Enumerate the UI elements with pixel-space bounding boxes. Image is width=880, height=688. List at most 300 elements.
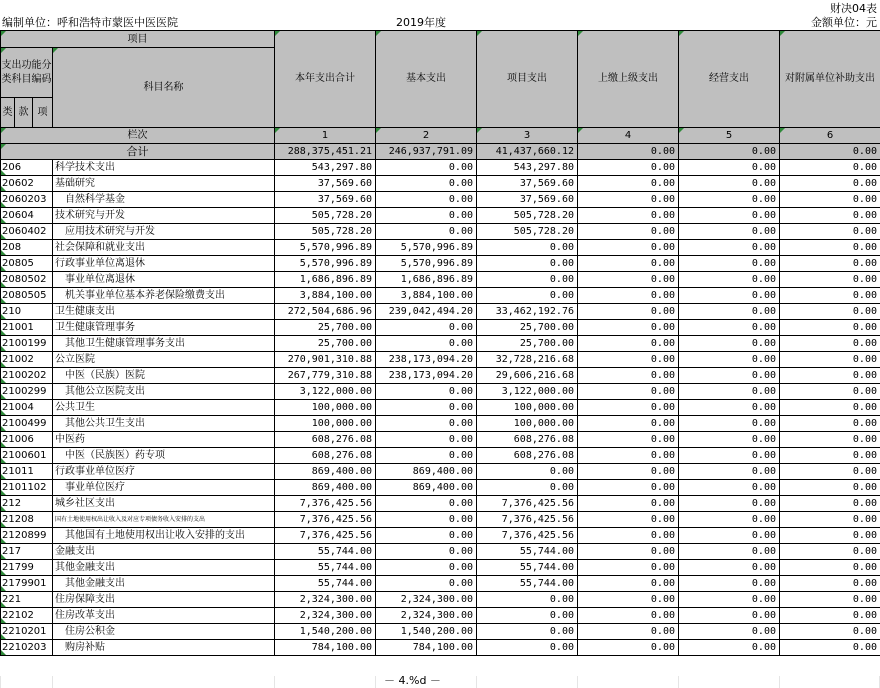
row-value[interactable]: 608,276.08 (275, 448, 376, 464)
row-value[interactable]: 0.00 (679, 480, 780, 496)
grid-line (779, 676, 780, 688)
row-value[interactable]: 0.00 (578, 544, 679, 560)
row-value[interactable]: 0.00 (578, 448, 679, 464)
row-value[interactable]: 0.00 (780, 240, 880, 256)
row-code[interactable]: 208 (1, 240, 53, 256)
row-value[interactable]: 7,376,425.56 (275, 496, 376, 512)
row-value[interactable]: 0.00 (376, 576, 477, 592)
row-name[interactable]: 中医药 (53, 432, 275, 448)
row-value[interactable]: 25,700.00 (477, 336, 578, 352)
row-value[interactable]: 0.00 (477, 480, 578, 496)
row-value[interactable]: 0.00 (679, 320, 780, 336)
row-value[interactable]: 3,884,100.00 (376, 288, 477, 304)
col-number-1[interactable]: 1 (275, 128, 376, 144)
table-row (1, 576, 880, 592)
row-value[interactable]: 0.00 (780, 368, 880, 384)
row-value[interactable]: 0.00 (578, 288, 679, 304)
row-name[interactable]: 中医（民族）医院 (53, 368, 275, 384)
col-lei[interactable]: 类 (1, 98, 15, 128)
total-cell[interactable]: 41,437,660.12 (477, 144, 578, 160)
row-name[interactable]: 行政事业单位离退休 (53, 256, 275, 272)
row-value[interactable]: 0.00 (578, 560, 679, 576)
col-xiang[interactable]: 项 (33, 98, 53, 128)
row-value[interactable]: 505,728.20 (477, 224, 578, 240)
row-value[interactable]: 0.00 (780, 528, 880, 544)
row-value[interactable]: 0.00 (780, 464, 880, 480)
row-value[interactable]: 0.00 (578, 192, 679, 208)
row-value[interactable]: 784,100.00 (376, 640, 477, 656)
row-value[interactable]: 0.00 (578, 160, 679, 176)
row-value[interactable]: 0.00 (376, 160, 477, 176)
row-name[interactable]: 中医（民族医）药专项 (53, 448, 275, 464)
row-value[interactable]: 267,779,310.88 (275, 368, 376, 384)
row-value[interactable]: 0.00 (679, 240, 780, 256)
row-value[interactable]: 0.00 (679, 576, 780, 592)
total-cell[interactable]: 0.00 (679, 144, 780, 160)
row-value[interactable]: 0.00 (578, 240, 679, 256)
table-row (1, 560, 880, 576)
row-value[interactable]: 0.00 (376, 208, 477, 224)
row-value[interactable]: 0.00 (376, 432, 477, 448)
row-code[interactable]: 21001 (1, 320, 53, 336)
col-number-6[interactable]: 6 (780, 128, 880, 144)
table-row (1, 240, 880, 256)
row-value[interactable]: 37,569.60 (477, 192, 578, 208)
row-value[interactable]: 0.00 (376, 192, 477, 208)
row-name[interactable]: 其他金融支出 (53, 560, 275, 576)
row-value[interactable]: 270,901,310.88 (275, 352, 376, 368)
table-row (1, 496, 880, 512)
row-name[interactable]: 其他金融支出 (53, 576, 275, 592)
row-value[interactable]: 1,686,896.89 (275, 272, 376, 288)
row-value[interactable]: 784,100.00 (275, 640, 376, 656)
row-code[interactable]: 221 (1, 592, 53, 608)
row-value[interactable]: 37,569.60 (275, 176, 376, 192)
row-value[interactable]: 0.00 (679, 464, 780, 480)
row-value[interactable]: 0.00 (578, 416, 679, 432)
row-value[interactable]: 0.00 (679, 640, 780, 656)
row-value[interactable]: 0.00 (780, 512, 880, 528)
row-value[interactable]: 608,276.08 (275, 432, 376, 448)
row-value[interactable]: 0.00 (578, 352, 679, 368)
row-value[interactable]: 0.00 (679, 224, 780, 240)
row-value[interactable]: 0.00 (780, 224, 880, 240)
row-value[interactable]: 0.00 (780, 272, 880, 288)
row-value[interactable]: 0.00 (578, 640, 679, 656)
row-code[interactable]: 2060203 (1, 192, 53, 208)
row-value[interactable]: 0.00 (578, 624, 679, 640)
row-value[interactable]: 0.00 (376, 224, 477, 240)
row-value[interactable]: 0.00 (477, 256, 578, 272)
row-value[interactable]: 0.00 (679, 208, 780, 224)
row-value[interactable]: 0.00 (578, 320, 679, 336)
col-number-5[interactable]: 5 (679, 128, 780, 144)
row-value[interactable]: 0.00 (578, 592, 679, 608)
col-kuan[interactable]: 款 (15, 98, 33, 128)
row-value[interactable]: 0.00 (679, 544, 780, 560)
row-code[interactable]: 2210201 (1, 624, 53, 640)
row-name[interactable]: 行政事业单位医疗 (53, 464, 275, 480)
row-value[interactable]: 0.00 (780, 304, 880, 320)
table-row (1, 208, 880, 224)
row-code[interactable]: 21011 (1, 464, 53, 480)
grid-line (678, 676, 679, 688)
row-code[interactable]: 21002 (1, 352, 53, 368)
row-value[interactable]: 0.00 (780, 160, 880, 176)
row-value[interactable]: 0.00 (376, 320, 477, 336)
row-value[interactable]: 0.00 (679, 352, 780, 368)
item-header[interactable]: 项目 (1, 31, 275, 48)
row-name[interactable]: 其他卫生健康管理事务支出 (53, 336, 275, 352)
row-value[interactable]: 3,122,000.00 (275, 384, 376, 400)
row-value[interactable]: 2,324,300.00 (275, 608, 376, 624)
row-value[interactable]: 0.00 (780, 400, 880, 416)
row-value[interactable]: 238,173,094.20 (376, 352, 477, 368)
row-value[interactable]: 869,400.00 (275, 464, 376, 480)
row-code[interactable]: 2100199 (1, 336, 53, 352)
row-value[interactable]: 608,276.08 (477, 432, 578, 448)
row-value[interactable]: 55,744.00 (275, 576, 376, 592)
row-value[interactable]: 0.00 (780, 608, 880, 624)
row-value[interactable]: 100,000.00 (477, 400, 578, 416)
row-value[interactable]: 0.00 (376, 496, 477, 512)
row-name[interactable]: 公共卫生 (53, 400, 275, 416)
row-code[interactable]: 2060402 (1, 224, 53, 240)
total-cell[interactable]: 246,937,791.09 (376, 144, 477, 160)
row-value[interactable]: 543,297.80 (477, 160, 578, 176)
row-name[interactable]: 国有土地使用权出让收入及对应专项债务收入安排的支出 (53, 512, 275, 528)
row-value[interactable]: 7,376,425.56 (477, 528, 578, 544)
row-code[interactable]: 22102 (1, 608, 53, 624)
col-header-total[interactable]: 本年支出合计 (275, 31, 376, 128)
row-value[interactable]: 55,744.00 (275, 560, 376, 576)
row-value[interactable]: 0.00 (578, 576, 679, 592)
row-code[interactable]: 20805 (1, 256, 53, 272)
row-value[interactable]: 0.00 (780, 208, 880, 224)
row-value[interactable]: 33,462,192.76 (477, 304, 578, 320)
row-value[interactable]: 2,324,300.00 (376, 608, 477, 624)
row-value[interactable]: 0.00 (679, 528, 780, 544)
row-value[interactable]: 7,376,425.56 (275, 512, 376, 528)
currency-unit: 金额单位：元 (811, 16, 877, 29)
row-value[interactable]: 0.00 (578, 608, 679, 624)
page-footer (0, 676, 880, 688)
row-value[interactable]: 0.00 (578, 480, 679, 496)
row-value[interactable]: 0.00 (376, 544, 477, 560)
row-name[interactable]: 公立医院 (53, 352, 275, 368)
row-code[interactable]: 21208 (1, 512, 53, 528)
row-value[interactable]: 0.00 (477, 592, 578, 608)
row-name[interactable]: 社会保障和就业支出 (53, 240, 275, 256)
row-value[interactable]: 0.00 (780, 384, 880, 400)
row-name[interactable]: 应用技术研究与开发 (53, 224, 275, 240)
row-name[interactable]: 自然科学基金 (53, 192, 275, 208)
row-value[interactable]: 0.00 (679, 336, 780, 352)
row-value[interactable]: 0.00 (376, 176, 477, 192)
row-value[interactable]: 0.00 (679, 368, 780, 384)
table-row (1, 256, 880, 272)
row-value[interactable]: 25,700.00 (275, 320, 376, 336)
row-value[interactable]: 0.00 (477, 464, 578, 480)
total-label[interactable]: 合计 (1, 144, 275, 160)
row-code[interactable]: 2179901 (1, 576, 53, 592)
row-value[interactable]: 0.00 (578, 496, 679, 512)
row-code[interactable]: 212 (1, 496, 53, 512)
row-name[interactable]: 科学技术支出 (53, 160, 275, 176)
row-name[interactable]: 机关事业单位基本养老保险缴费支出 (53, 288, 275, 304)
row-code[interactable]: 2100202 (1, 368, 53, 384)
row-code[interactable]: 2120899 (1, 528, 53, 544)
row-value[interactable]: 5,570,996.89 (376, 256, 477, 272)
row-name[interactable]: 卫生健康支出 (53, 304, 275, 320)
row-value[interactable]: 100,000.00 (275, 400, 376, 416)
row-value[interactable]: 0.00 (578, 512, 679, 528)
row-value[interactable]: 0.00 (679, 160, 780, 176)
total-cell[interactable]: 288,375,451.21 (275, 144, 376, 160)
row-name[interactable]: 住房保障支出 (53, 592, 275, 608)
row-value[interactable]: 0.00 (376, 448, 477, 464)
row-value[interactable]: 0.00 (679, 192, 780, 208)
table-row (1, 544, 880, 560)
row-code[interactable]: 2100499 (1, 416, 53, 432)
row-value[interactable]: 0.00 (780, 640, 880, 656)
total-cell[interactable]: 0.00 (780, 144, 880, 160)
row-value[interactable]: 25,700.00 (477, 320, 578, 336)
lanci-label[interactable]: 栏次 (1, 128, 275, 144)
row-name[interactable]: 城乡社区支出 (53, 496, 275, 512)
row-value[interactable]: 0.00 (679, 496, 780, 512)
row-value[interactable]: 0.00 (780, 592, 880, 608)
row-value[interactable]: 0.00 (376, 528, 477, 544)
row-value[interactable]: 32,728,216.68 (477, 352, 578, 368)
row-value[interactable]: 37,569.60 (275, 192, 376, 208)
table-row (1, 448, 880, 464)
row-value[interactable]: 0.00 (376, 416, 477, 432)
row-name[interactable]: 金融支出 (53, 544, 275, 560)
row-value[interactable]: 0.00 (780, 192, 880, 208)
row-value[interactable]: 272,504,686.96 (275, 304, 376, 320)
row-value[interactable]: 0.00 (679, 176, 780, 192)
total-cell[interactable]: 0.00 (578, 144, 679, 160)
row-value[interactable]: 0.00 (679, 624, 780, 640)
row-value[interactable]: 0.00 (578, 528, 679, 544)
row-value[interactable]: 0.00 (780, 576, 880, 592)
row-value[interactable]: 0.00 (679, 400, 780, 416)
row-value[interactable]: 0.00 (578, 384, 679, 400)
table-row (1, 176, 880, 192)
row-value[interactable]: 0.00 (477, 640, 578, 656)
row-value[interactable]: 543,297.80 (275, 160, 376, 176)
table-row (1, 512, 880, 528)
row-value[interactable]: 0.00 (780, 320, 880, 336)
row-name[interactable]: 住房公积金 (53, 624, 275, 640)
col-header-remit[interactable]: 上缴上级支出 (578, 31, 679, 128)
row-value[interactable]: 0.00 (780, 624, 880, 640)
row-value[interactable]: 7,376,425.56 (275, 528, 376, 544)
row-value[interactable]: 505,728.20 (477, 208, 578, 224)
row-value[interactable]: 0.00 (376, 336, 477, 352)
row-value[interactable]: 0.00 (376, 400, 477, 416)
row-value[interactable]: 5,570,996.89 (275, 256, 376, 272)
row-value[interactable]: 239,042,494.20 (376, 304, 477, 320)
row-value[interactable]: 869,400.00 (376, 480, 477, 496)
row-value[interactable]: 0.00 (477, 240, 578, 256)
row-code[interactable]: 210 (1, 304, 53, 320)
row-value[interactable]: 5,570,996.89 (275, 240, 376, 256)
row-value[interactable]: 0.00 (477, 608, 578, 624)
row-value[interactable]: 25,700.00 (275, 336, 376, 352)
row-value[interactable]: 3,884,100.00 (275, 288, 376, 304)
row-value[interactable]: 0.00 (780, 560, 880, 576)
row-value[interactable]: 0.00 (679, 608, 780, 624)
row-value[interactable]: 0.00 (578, 368, 679, 384)
row-code[interactable]: 2100601 (1, 448, 53, 464)
table-row (1, 304, 880, 320)
row-name[interactable]: 住房改革支出 (53, 608, 275, 624)
report-info-bar (0, 15, 880, 30)
row-value[interactable]: 0.00 (780, 176, 880, 192)
row-code[interactable]: 21799 (1, 560, 53, 576)
table-row (1, 640, 880, 656)
row-value[interactable]: 1,686,896.89 (376, 272, 477, 288)
row-code[interactable]: 217 (1, 544, 53, 560)
row-value[interactable]: 1,540,200.00 (376, 624, 477, 640)
row-value[interactable]: 0.00 (780, 416, 880, 432)
row-value[interactable]: 1,540,200.00 (275, 624, 376, 640)
row-value[interactable]: 0.00 (679, 416, 780, 432)
row-value[interactable]: 0.00 (578, 224, 679, 240)
row-name[interactable]: 其他国有土地使用权出让收入安排的支出 (53, 528, 275, 544)
name-header[interactable]: 科目名称 (53, 48, 275, 128)
row-value[interactable]: 29,606,216.68 (477, 368, 578, 384)
row-value[interactable]: 0.00 (679, 272, 780, 288)
row-value[interactable]: 0.00 (578, 176, 679, 192)
row-value[interactable]: 0.00 (780, 448, 880, 464)
row-value[interactable]: 0.00 (679, 256, 780, 272)
row-value[interactable]: 0.00 (780, 256, 880, 272)
row-value[interactable]: 0.00 (376, 512, 477, 528)
row-value[interactable]: 100,000.00 (275, 416, 376, 432)
expenditure-table (0, 30, 880, 656)
total-row (1, 144, 880, 160)
col-number-3[interactable]: 3 (477, 128, 578, 144)
row-value[interactable]: 0.00 (578, 304, 679, 320)
row-code[interactable]: 2101102 (1, 480, 53, 496)
row-code[interactable]: 2100299 (1, 384, 53, 400)
row-value[interactable]: 238,173,094.20 (376, 368, 477, 384)
row-value[interactable]: 0.00 (578, 400, 679, 416)
col-number-4[interactable]: 4 (578, 128, 679, 144)
row-value[interactable]: 0.00 (679, 384, 780, 400)
row-code[interactable]: 2080502 (1, 272, 53, 288)
col-header-business[interactable]: 经营支出 (679, 31, 780, 128)
table-row (1, 528, 880, 544)
row-value[interactable]: 0.00 (477, 272, 578, 288)
row-value[interactable]: 0.00 (679, 304, 780, 320)
row-name[interactable]: 其他公立医院支出 (53, 384, 275, 400)
row-value[interactable]: 55,744.00 (477, 576, 578, 592)
row-code[interactable]: 20602 (1, 176, 53, 192)
row-code[interactable]: 21006 (1, 432, 53, 448)
grid-line (577, 676, 578, 688)
row-value[interactable]: 0.00 (578, 208, 679, 224)
row-value[interactable]: 0.00 (780, 496, 880, 512)
col-header-basic[interactable]: 基本支出 (376, 31, 477, 128)
row-value[interactable]: 55,744.00 (477, 560, 578, 576)
row-name[interactable]: 基础研究 (53, 176, 275, 192)
col-number-2[interactable]: 2 (376, 128, 477, 144)
title-bar (0, 1, 880, 16)
row-name[interactable]: 技术研究与开发 (53, 208, 275, 224)
row-value[interactable]: 0.00 (679, 512, 780, 528)
row-name[interactable]: 事业单位离退休 (53, 272, 275, 288)
table-row (1, 400, 880, 416)
row-value[interactable]: 0.00 (477, 288, 578, 304)
row-value[interactable]: 0.00 (780, 288, 880, 304)
row-value[interactable]: 0.00 (578, 336, 679, 352)
row-value[interactable]: 0.00 (578, 464, 679, 480)
row-value[interactable]: 505,728.20 (275, 224, 376, 240)
row-value[interactable]: 0.00 (679, 592, 780, 608)
row-name[interactable]: 其他公共卫生支出 (53, 416, 275, 432)
row-value[interactable]: 0.00 (780, 336, 880, 352)
row-value[interactable]: 2,324,300.00 (275, 592, 376, 608)
row-value[interactable]: 608,276.08 (477, 448, 578, 464)
row-value[interactable]: 0.00 (679, 288, 780, 304)
row-value[interactable]: 55,744.00 (275, 544, 376, 560)
table-row (1, 384, 880, 400)
row-code[interactable]: 21004 (1, 400, 53, 416)
row-value[interactable]: 0.00 (578, 432, 679, 448)
col-header-subsidy[interactable]: 对附属单位补助支出 (780, 31, 880, 128)
row-value[interactable]: 0.00 (578, 272, 679, 288)
row-value[interactable]: 100,000.00 (477, 416, 578, 432)
row-value[interactable]: 505,728.20 (275, 208, 376, 224)
row-value[interactable]: 0.00 (679, 560, 780, 576)
row-value[interactable]: 869,400.00 (376, 464, 477, 480)
row-name[interactable]: 卫生健康管理事务 (53, 320, 275, 336)
row-value[interactable]: 0.00 (679, 448, 780, 464)
row-code[interactable]: 20604 (1, 208, 53, 224)
row-value[interactable]: 0.00 (780, 432, 880, 448)
row-value[interactable]: 0.00 (679, 432, 780, 448)
row-value[interactable]: 0.00 (376, 560, 477, 576)
row-code[interactable]: 2080505 (1, 288, 53, 304)
row-code[interactable]: 2210203 (1, 640, 53, 656)
row-value[interactable]: 0.00 (578, 256, 679, 272)
row-value[interactable]: 0.00 (780, 544, 880, 560)
row-value[interactable]: 0.00 (376, 384, 477, 400)
row-value[interactable]: 7,376,425.56 (477, 512, 578, 528)
row-value[interactable]: 5,570,996.89 (376, 240, 477, 256)
row-name[interactable]: 购房补贴 (53, 640, 275, 656)
row-value[interactable]: 3,122,000.00 (477, 384, 578, 400)
row-value[interactable]: 2,324,300.00 (376, 592, 477, 608)
row-value[interactable]: 37,569.60 (477, 176, 578, 192)
row-name[interactable]: 事业单位医疗 (53, 480, 275, 496)
row-value[interactable]: 0.00 (780, 352, 880, 368)
grid-line (274, 676, 275, 688)
row-value[interactable]: 869,400.00 (275, 480, 376, 496)
col-header-project[interactable]: 项目支出 (477, 31, 578, 128)
row-value[interactable]: 55,744.00 (477, 544, 578, 560)
row-code[interactable]: 206 (1, 160, 53, 176)
row-value[interactable]: 0.00 (477, 624, 578, 640)
form-number: 财决04表 (830, 2, 877, 15)
row-value[interactable]: 0.00 (780, 480, 880, 496)
code-header[interactable]: 支出功能分类科目编码 (1, 48, 53, 98)
row-value[interactable]: 7,376,425.56 (477, 496, 578, 512)
